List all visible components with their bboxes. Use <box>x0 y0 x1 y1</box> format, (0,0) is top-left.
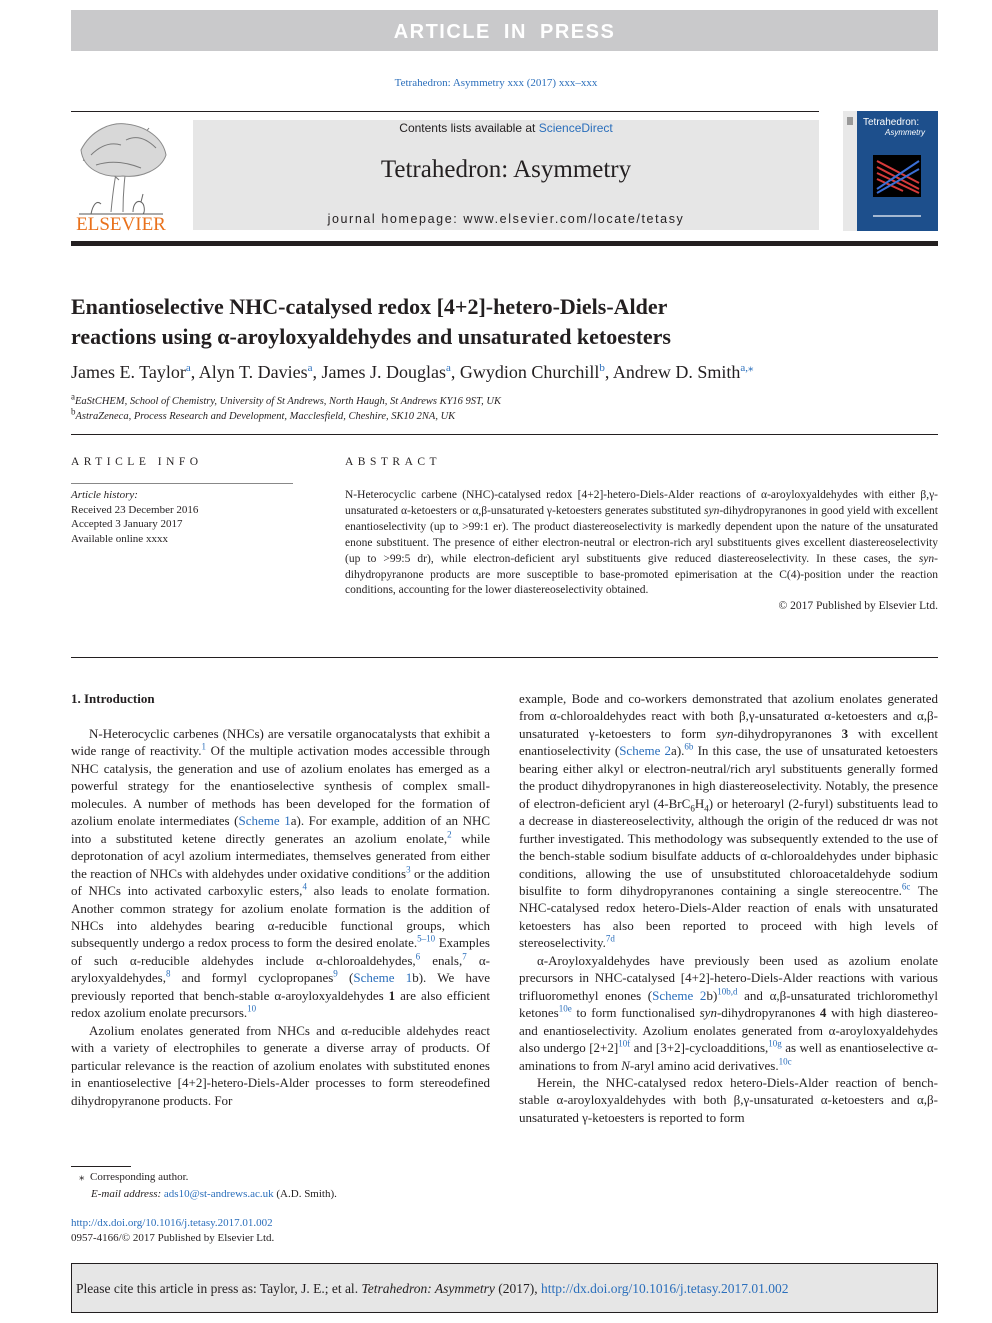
abstract-heading: ABSTRACT <box>345 456 442 468</box>
citation-doi-link[interactable]: http://dx.doi.org/10.1016/j.tetasy.2017.01.002 <box>540 1281 789 1296</box>
affiliation-mark[interactable]: a <box>307 362 313 374</box>
author: James J. Douglas <box>321 362 447 382</box>
divider <box>71 657 938 658</box>
doi-link[interactable]: http://dx.doi.org/10.1016/j.tetasy.2017.01.002 <box>71 1217 273 1229</box>
email-link[interactable]: ads10@st-andrews.ac.uk <box>163 1187 274 1200</box>
divider <box>71 434 938 435</box>
affiliation-b: $^b$AstraZeneca, Process Research and Development, Macclesfield, Cheshire, SK10 2NA, UK <box>71 406 456 422</box>
section-heading-introduction: 1. Introduction <box>71 691 155 706</box>
asterisk-mark: ⁎ <box>79 1171 90 1183</box>
contents-available: Contents lists available at ScienceDirect <box>399 121 613 135</box>
affiliation-mark[interactable]: b <box>599 362 605 374</box>
doi-block: http://dx.doi.org/10.1016/j.tetasy.2017.01.002 0957-4166/© 2017 Published by Elsevier Ltd. <box>71 1216 491 1246</box>
homepage-url[interactable]: www.elsevier.com/locate/tetasy <box>463 212 685 226</box>
body-column-left: N-Heterocyclic carbenes (NHCs) are versatile organocatalysts that exhibit a wide range of reactivity.$^1$ Of the multiple activation modes accessible through NHC catalysis, the generation and use of azolium enolates has emerged as a powerful strategy for the enantioselective synthesis of complex small-molecules. A number of methods has been developed for the formation of azolium enolate intermediates (Scheme 1a). For example, addition of an NHC into a substituted ketene directly generates an azolium enolate,$^2$ while deprotonation of acyl azolium intermediates, themselves generated from either the reaction of NHCs with aldehydes under oxidative conditions$^3$ or the addition of NHCs into activated carboxylic esters,$^4$ also leads to enolate formation. Another common strategy for azolium enolate formation is the addition of NHCs into aldehydes bearing α-reducible functional groups, which subsequently undergo a redox process to form the desired enolate.$^{5-10}$ Examples of such α-reducible aldehydes include α-chloroaldehydes,$^6$ enals,$^7$ α-aryloxyaldehydes,$^8$ and formyl cyclopropanes$^9$ (Scheme 1b). We have previously reported that bench-stable α-aroyloxyaldehydes 1 are also efficient redox azolium enolate precursors.$^{10}$ Azolium enolates generated from NHCs and α-reducible aldehydes react with a variety of electrophiles to generate a diverse array of products. Of particular relevance is the reaction of azolium enolates with substituted enones in enantioselective [4+2]-hetero-Diels-Alder processes to form stereodefined dihydropyranone products. For <box>71 726 491 1108</box>
abstract-text: N-Heterocyclic carbene (NHC)-catalysed redox [4+2]-hetero-Diels-Alder reactions of α-aroyloxyaldehydes with either β,γ-unsaturated α-ketoesters or α,β-unsaturated γ-ketoesters generates substituted syn-dihydropyranones in good yield with excellent enantioselectivity (up to >99:1 er). The product diastereoselectivity is markedly dependent upon the nature of the unsaturated enone substituent. The presence of either electron-neutral or electron-rich aryl substituents gives excellent diastereoselectivity (up to >99:5 dr), while electron-deficient aryl substituents give reduced diastereoselectivity. In these cases, the syn-dihydropyranone products are more susceptible to base-promoted epimerisation at the C(4)-position under the reaction conditions, accounting for the lower diastereoselectivity obtained. © 2017 Published by Elsevier Ltd. <box>345 488 938 615</box>
body-column-right: example, Bode and co-workers demonstrated that azolium enolates generated from α-chloroaldehydes react with both β,γ-unsaturated α-ketoesters and α,β-unsaturated γ-ketoesters to form syn-dihydropyranones 3 with excellent enantioselectivity (Scheme 2a).$^{6b}$ In this case, the use of unsaturated ketoesters bearing either alkyl or electron-neutral/rich aryl substituents generally formed the product dihydropyranones in high diastereoselectivity. Notably, the presence of electron-deficient aryl $(4-BrC_6H_4)$ or heteroaryl (2-furyl) substituents lead to a decrease in diastereoselectivity, although the origin of the reduced dr was not further investigated. This methodology was subsequently extended to the use of the bench-stable sodium bisulfate adducts of α-chloroaldehydes under biphasic conditions, allowing the use of unsubstituted chloroacetaldehyde sodium bisulfite to form dihydropyranones containing a single stereocentre.$^{6c}$ The NHC-catalysed redox hetero-Diels-Alder reaction of enals with unsaturated ketoesters has also been reported to proceed with high levels of stereoselectivity.$^{7d}$ α-Aroyloxyaldehydes have previously been used as azolium enolate precursors in NHC-catalysed [4+2]-hetero-Diels-Alder reactions with various trifluoromethyl enones (Scheme 2b)$^{10b,d}$ and α,β-unsaturated trichloromethyl ketones$^{10e}$ to form functionalised syn-dihydropyranones 4 with high diastereo- and enantioselectivity. Azolium enolates generated from α-aroyloxyaldehydes also undergo $[2+2]^{10f}$ and [3+2]-cycloadditions,$^{10g}$ as well as enantioselective α-aminations to from N-aryl amino acid derivatives.$^{10c}$ Herein, the NHC-catalysed redox hetero-Diels-Alder reaction of bench-stable α-aroyloxyaldehydes with both β,γ-unsaturated α-ketoesters and α,β-unsaturated γ-ketoesters is reported to form <box>519 691 939 1125</box>
header-thick-rule <box>71 241 938 246</box>
journal-homepage: journal homepage: www.elsevier.com/locate/tetasy <box>327 212 685 226</box>
cover-subtitle: Asymmetry <box>885 128 925 137</box>
journal-cover-image <box>843 111 938 231</box>
journal-reference[interactable]: Tetrahedron: Asymmetry xxx (2017) xxx–xxx <box>394 77 598 89</box>
article-history: Article history: Received 23 December 2016 Accepted 3 January 2017 Available online xxxx <box>71 489 199 545</box>
affiliation-mark[interactable]: a <box>446 362 451 374</box>
author: Andrew D. Smith <box>612 362 741 382</box>
author: James E. Taylor <box>71 362 186 382</box>
sciencedirect-link[interactable]: ScienceDirect <box>538 121 613 135</box>
author: Alyn T. Davies <box>198 362 308 382</box>
affiliation-a: $^a$EaStCHEM, School of Chemistry, University of St Andrews, North Haugh, St Andrews KY16 9ST, UK <box>71 391 501 407</box>
header-top-rule <box>71 111 819 112</box>
abstract-copyright: © 2017 Published by Elsevier Ltd. <box>778 600 938 613</box>
affiliation-mark[interactable]: a,⁎ <box>740 362 754 374</box>
author-list: James E. Taylor$^a$, Alyn T. Davies$^a$, James J. Douglas$^a$, Gwydion Churchill$^b$, Andrew D. Smith$^{a,⁎}$ <box>71 362 754 382</box>
footnote: ⁎ Corresponding author. E-mail address: ads10@st-andrews.ac.uk (A.D. Smith). <box>79 1171 337 1200</box>
affiliation-mark[interactable]: a <box>185 362 191 374</box>
article-in-press-banner: ARTICLE IN PRESS <box>71 10 938 51</box>
article-info-heading: ARTICLE INFO <box>71 456 203 468</box>
citation-box: Please cite this article in press as: Taylor, J. E.; et al. Tetrahedron: Asymmetry (2017), http://dx.doi.org/10.1016/j.tetasy.2017.01.002 <box>71 1263 938 1313</box>
elsevier-logo <box>71 120 171 232</box>
article-title: Enantioselective NHC-catalysed redox [4+2]-hetero-Diels-Alder reactions using α-aroyloxyaldehydes and unsaturated ketoesters <box>71 294 671 349</box>
author: Gwydion Churchill <box>459 362 600 382</box>
elsevier-tree-icon <box>71 120 171 232</box>
journal-title: Tetrahedron: Asymmetry <box>380 156 632 183</box>
elsevier-wordmark: ELSEVIER <box>76 214 166 232</box>
cover-title: Tetrahedron: <box>863 117 920 128</box>
divider <box>71 483 293 484</box>
footnote-rule <box>71 1166 131 1167</box>
